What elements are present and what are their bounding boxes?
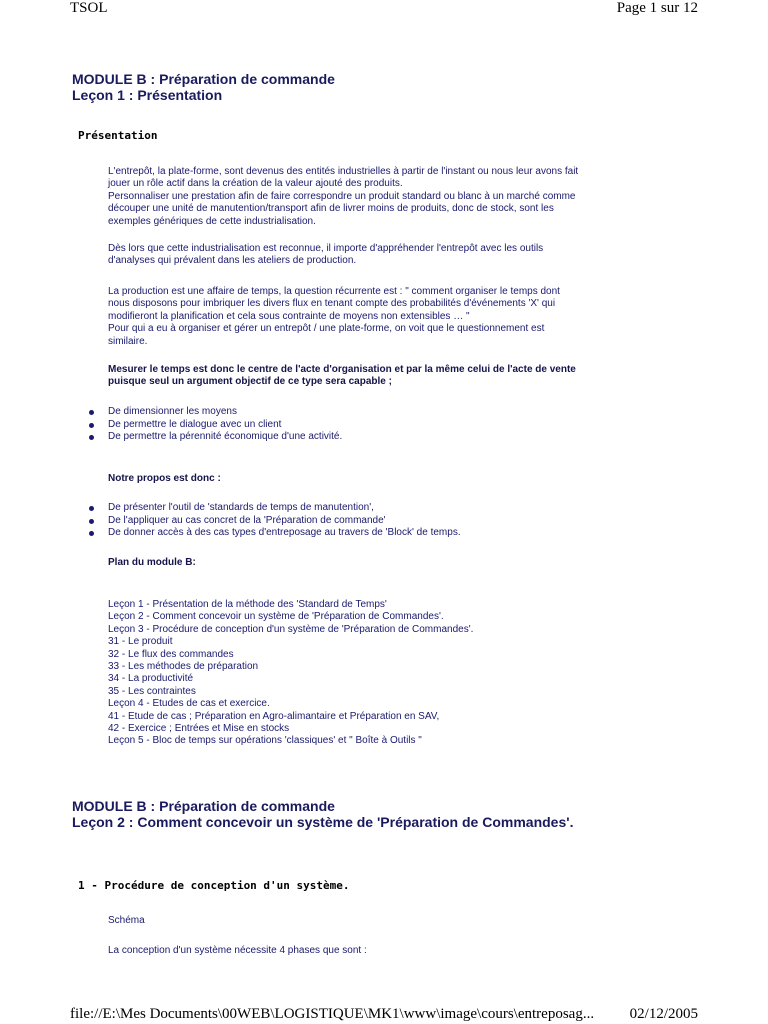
bullet-icon <box>89 531 94 536</box>
header-page-number: Page 1 sur 12 <box>616 0 698 16</box>
schema-label: Schéma <box>108 915 145 926</box>
text-line: d'analyses qui prévalent dans les ateliers de production. <box>108 255 357 267</box>
plan-list <box>108 599 668 748</box>
plan-item: Leçon 1 - Présentation de la méthode des 'Standard de Temps' <box>108 599 387 610</box>
text-line: jouer un rôle actif dans la création de la valeur ajouté des produits. <box>108 178 403 190</box>
text-line: modifieront la planification et cela sous contrainte de moyens non extensibles … " <box>108 310 470 322</box>
list-item <box>86 515 666 528</box>
list-item <box>86 502 666 515</box>
text-line: Dès lors que cette industrialisation est reconnue, il importe d'appréhender l'entrepôt avec les outils <box>108 243 544 254</box>
list-item <box>86 431 666 444</box>
notre-propos-heading: Notre propos est donc : <box>108 473 221 484</box>
section-text: La conception d'un système nécessite 4 phases que sont : <box>108 945 367 956</box>
lesson-title-line: Leçon 2 : Comment concevoir un système de 'Préparation de Commandes'. <box>72 814 574 830</box>
text-line: Pour qui a eu à organiser et gérer un entrepôt / une plate-forme, on voit que le questionnement est <box>108 323 545 335</box>
bold-paragraph <box>108 364 668 389</box>
bullet-icon <box>89 506 94 511</box>
list-item <box>86 419 666 432</box>
bullet-icon <box>89 423 94 428</box>
section-heading-presentation: Présentation <box>78 129 158 142</box>
plan-item: 34 - La productivité <box>108 673 194 685</box>
bullet-list-2 <box>86 502 666 540</box>
module-title-2 <box>72 798 712 830</box>
list-item-text: De dimensionner les moyens <box>108 406 237 417</box>
list-item-text: De permettre le dialogue avec un client <box>108 418 282 430</box>
text-line: exemples génériques de cette industrialisation. <box>108 215 316 227</box>
plan-item: 33 - Les méthodes de préparation <box>108 661 259 673</box>
list-item-text: De l'appliquer au cas concret de la 'Préparation de commande' <box>108 514 386 526</box>
text-line: découper une unité de manutention/transport afin de livrer moins de produits, donc de stock, sont les <box>108 203 554 215</box>
plan-item: 41 - Etude de cas ; Préparation en Agro-alimantaire et Préparation en SAV, <box>108 710 440 722</box>
header-site-name: TSOL <box>70 0 108 16</box>
text-line: similaire. <box>108 335 148 347</box>
list-item-text: De donner accès à des cas types d'entreposage au travers de 'Block' de temps. <box>108 527 461 538</box>
plan-item: Leçon 5 - Bloc de temps sur opérations 'classiques' et " Boîte à Outils " <box>108 735 422 747</box>
plan-item: Leçon 4 - Etudes de cas et exercice. <box>108 698 270 710</box>
module-title-line: MODULE B : Préparation de commande <box>72 798 335 814</box>
paragraph-2 <box>108 243 668 268</box>
plan-title: Plan du module B: <box>108 557 196 568</box>
page-footer <box>0 1006 768 1024</box>
text-line: L'entrepôt, la plate-forme, sont devenus des entités industrielles à partir de l'instant ou nous leur avons fait <box>108 166 579 177</box>
plan-item: 31 - Le produit <box>108 636 173 648</box>
list-item-text: De permettre la pérennité économique d'une activité. <box>108 431 343 442</box>
plan-item: 35 - Les contraintes <box>108 685 196 697</box>
lesson-title-line: Leçon 1 : Présentation <box>72 87 223 103</box>
list-item <box>86 527 666 540</box>
text-line: Personnaliser une prestation afin de faire correspondre un produit standard ou blanc à un marché comme <box>108 190 576 202</box>
text-line: nous disposons pour imbriquer les divers flux en tenant compte des probabilités d'événements 'X' qui <box>108 298 556 310</box>
plan-item: Leçon 2 - Comment concevoir un système de 'Préparation de Commandes'. <box>108 611 444 623</box>
text-line: La production est une affaire de temps, la question récurrente est : " comment organiser le temps dont <box>108 286 560 297</box>
bullet-list-1 <box>86 406 666 444</box>
module-title-line: MODULE B : Préparation de commande <box>72 71 335 87</box>
bullet-icon <box>89 519 94 524</box>
bullet-icon <box>89 435 94 440</box>
list-item <box>86 406 666 419</box>
plan-item: Leçon 3 - Procédure de conception d'un système de 'Préparation de Commandes'. <box>108 623 474 635</box>
bullet-icon <box>89 410 94 415</box>
plan-item: 42 - Exercice ; Entrées et Mise en stocks <box>108 723 290 735</box>
section-heading-procedure: 1 - Procédure de conception d'un système. <box>78 879 350 892</box>
list-item-text: De présenter l'outil de 'standards de temps de manutention', <box>108 502 374 513</box>
text-line: Mesurer le temps est donc le centre de l'acte d'organisation et par la même celui de l'acte de vente <box>108 364 576 375</box>
paragraph-1 <box>108 166 668 228</box>
plan-item: 32 - Le flux des commandes <box>108 648 234 660</box>
module-title-1 <box>72 71 712 103</box>
paragraph-3 <box>108 286 668 348</box>
text-line: puisque seul un argument objectif de ce type sera capable ; <box>108 376 392 388</box>
footer-date: 02/12/2005 <box>629 1006 698 1022</box>
footer-file-path: file://E:\Mes Documents\00WEB\LOGISTIQUE\MK1\www\image\cours\entreposag... <box>70 1006 595 1022</box>
